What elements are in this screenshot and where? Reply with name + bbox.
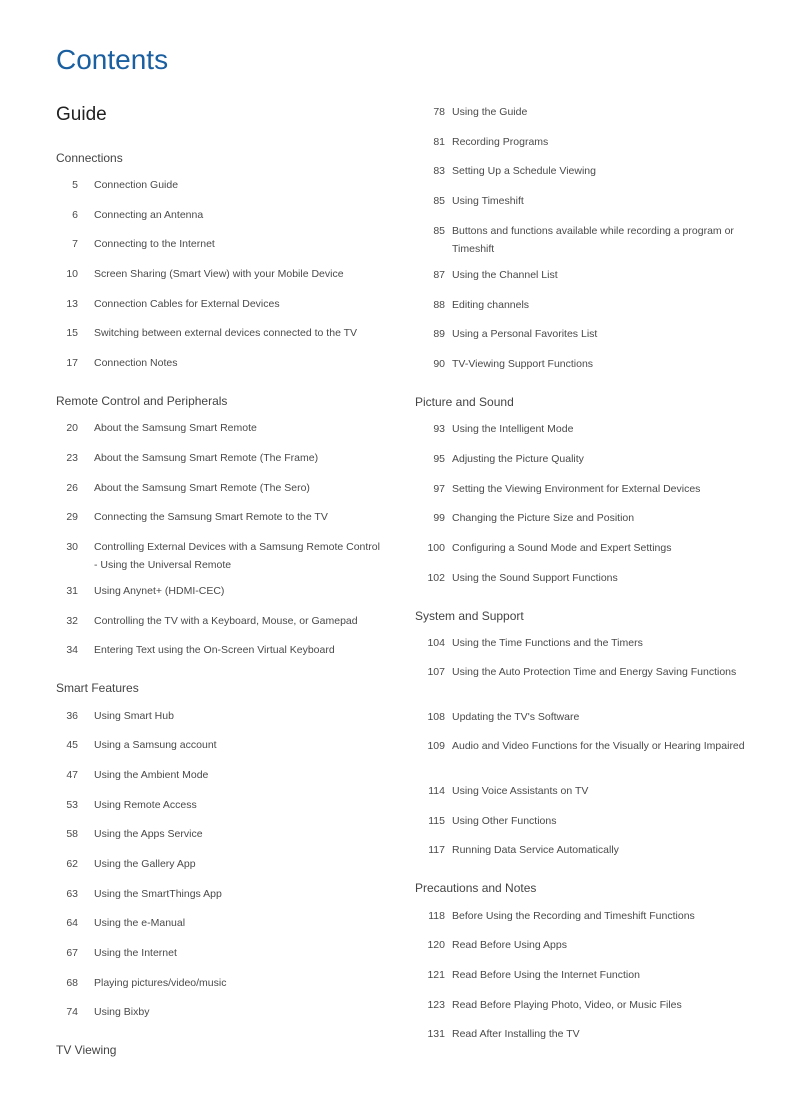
toc-entry-page: 118 bbox=[428, 910, 445, 922]
page-title: Contents bbox=[56, 44, 169, 75]
toc-entry-label: Setting Up a Schedule Viewing bbox=[452, 165, 596, 177]
toc-entry-label: Setting the Viewing Environment for External Devices bbox=[452, 483, 701, 495]
toc-entry-page: 64 bbox=[66, 917, 78, 929]
toc-entry-page: 87 bbox=[433, 269, 445, 281]
toc-entry-page: 34 bbox=[66, 644, 78, 656]
toc-entry-page: 17 bbox=[66, 357, 78, 369]
toc-entry-label: Read Before Using Apps bbox=[452, 939, 567, 951]
toc-entry-label: Entering Text using the On-Screen Virtual Keyboard bbox=[94, 644, 335, 656]
section-heading-precautions: Precautions and Notes bbox=[415, 881, 537, 895]
toc-entry-label: Using the Gallery App bbox=[94, 858, 196, 870]
toc-entry-label: Editing channels bbox=[452, 299, 530, 311]
toc-entry-label: Controlling the TV with a Keyboard, Mouse, or Gamepad bbox=[94, 615, 358, 627]
toc-entry-label: Audio and Video Functions for the Visually or Hearing Impaired bbox=[452, 740, 745, 752]
toc-entry-page: 97 bbox=[433, 483, 445, 495]
toc-entry-page: 53 bbox=[66, 799, 78, 811]
toc-entry-label: Adjusting the Picture Quality bbox=[452, 453, 584, 465]
toc-entry-label: Connecting to the Internet bbox=[94, 238, 215, 250]
toc-entry-label: Controlling External Devices with a Samsung Remote Control - Using the Universal Remote bbox=[94, 541, 380, 571]
toc-entry-page: 74 bbox=[66, 1006, 78, 1018]
section-heading-remote-control: Remote Control and Peripherals bbox=[56, 394, 228, 408]
toc-entry-label: About the Samsung Smart Remote (The Sero) bbox=[94, 482, 310, 494]
toc-entry-page: 90 bbox=[433, 358, 445, 370]
toc-entry-label: Switching between external devices connected to the TV bbox=[94, 327, 358, 339]
toc-entry-page: 121 bbox=[427, 969, 445, 981]
toc-entry-page: 89 bbox=[433, 328, 445, 340]
toc-entry-page: 20 bbox=[66, 422, 78, 434]
toc-entry-label: Using the Apps Service bbox=[94, 828, 203, 840]
toc-entry-page: 85 bbox=[433, 195, 445, 207]
toc-entry-label: Using Smart Hub bbox=[94, 710, 174, 722]
toc-entry-label: Using the Sound Support Functions bbox=[452, 572, 618, 584]
toc-entry-page: 10 bbox=[66, 268, 78, 280]
toc-entry-label: Buttons and functions available while recording a program or Timeshift bbox=[452, 225, 734, 255]
toc-entry-page: 29 bbox=[66, 511, 78, 523]
toc-entry-label: Using Voice Assistants on TV bbox=[452, 785, 589, 797]
toc-entry-page: 15 bbox=[66, 327, 78, 339]
toc-entry-label: Screen Sharing (Smart View) with your Mobile Device bbox=[94, 268, 344, 280]
toc-entry-label: Connection Guide bbox=[94, 179, 179, 191]
toc-entry-label: Read Before Playing Photo, Video, or Music Files bbox=[452, 999, 682, 1011]
toc-entry-page: 100 bbox=[427, 542, 445, 554]
toc-entry-label: Connection Notes bbox=[94, 357, 178, 369]
toc-entry-page: 93 bbox=[433, 423, 445, 435]
toc-entry-page: 5 bbox=[72, 179, 78, 191]
section-heading-tv-viewing: TV Viewing bbox=[56, 1043, 117, 1057]
toc-entry-label: Connecting the Samsung Smart Remote to the TV bbox=[94, 511, 328, 523]
toc-entry-page: 107 bbox=[427, 666, 445, 678]
toc-entry-label: Using the Guide bbox=[452, 106, 528, 118]
section-heading-picture-sound: Picture and Sound bbox=[415, 395, 514, 409]
toc-entry-page: 85 bbox=[433, 225, 445, 237]
toc-entry-page: 114 bbox=[428, 785, 445, 797]
toc-entry-label: Read After Installing the TV bbox=[452, 1028, 580, 1040]
section-heading-smart-features: Smart Features bbox=[56, 681, 139, 695]
toc-entry-label: Using Remote Access bbox=[94, 799, 197, 811]
toc-entry-page: 78 bbox=[433, 106, 445, 118]
toc-entry-page: 7 bbox=[72, 238, 78, 250]
toc-entry-label: Connecting an Antenna bbox=[94, 209, 204, 221]
toc-entry-page: 123 bbox=[427, 999, 445, 1011]
toc-entry-label: Using Anynet+ (HDMI-CEC) bbox=[94, 585, 225, 597]
toc-entry-label: TV-Viewing Support Functions bbox=[452, 358, 594, 370]
toc-entry-label: Using Timeshift bbox=[452, 195, 524, 207]
toc-entry-page: 13 bbox=[66, 298, 78, 310]
toc-entry-label: Running Data Service Automatically bbox=[452, 844, 619, 856]
toc-entry-page: 117 bbox=[428, 844, 445, 856]
toc-entry-page: 31 bbox=[66, 585, 78, 597]
toc-entry-page: 102 bbox=[427, 572, 445, 584]
toc-entry-label: Using a Personal Favorites List bbox=[452, 328, 598, 340]
toc-entry-label: Configuring a Sound Mode and Expert Settings bbox=[452, 542, 672, 554]
toc-entry-page: 81 bbox=[433, 136, 445, 148]
toc-entry-label: Using Other Functions bbox=[452, 815, 557, 827]
guide-heading: Guide bbox=[56, 104, 107, 125]
toc-entry-page: 88 bbox=[433, 299, 445, 311]
toc-entry-label: Using the Ambient Mode bbox=[94, 769, 209, 781]
toc-entry-page: 115 bbox=[428, 815, 445, 827]
toc-entry-page: 26 bbox=[66, 482, 78, 494]
toc-entry-page: 6 bbox=[72, 209, 78, 221]
section-heading-system-support: System and Support bbox=[415, 609, 524, 623]
toc-entry-label: Using the Channel List bbox=[452, 269, 558, 281]
toc-entry-page: 67 bbox=[66, 947, 78, 959]
toc-entry-label: Playing pictures/video/music bbox=[94, 977, 227, 989]
toc-entry-label: Using the Internet bbox=[94, 947, 177, 959]
toc-entry-label: Changing the Picture Size and Position bbox=[452, 512, 635, 524]
toc-entry-page: 104 bbox=[427, 637, 445, 649]
toc-entry-page: 95 bbox=[433, 453, 445, 465]
toc-entry-label: Before Using the Recording and Timeshift Functions bbox=[452, 910, 695, 922]
toc-entry-page: 68 bbox=[66, 977, 78, 989]
toc-entry-label: Read Before Using the Internet Function bbox=[452, 969, 640, 981]
toc-entry-label: Using Bixby bbox=[94, 1006, 150, 1018]
toc-entry-page: 63 bbox=[66, 888, 78, 900]
toc-entry-page: 131 bbox=[427, 1028, 445, 1040]
toc-entry-page: 62 bbox=[66, 858, 78, 870]
toc-entry-page: 45 bbox=[66, 739, 78, 751]
toc-entry-label: About the Samsung Smart Remote (The Frame) bbox=[94, 452, 319, 464]
toc-entry-page: 83 bbox=[433, 165, 445, 177]
toc-entry-page: 47 bbox=[66, 769, 78, 781]
toc-entry-page: 108 bbox=[427, 711, 445, 723]
toc-entry-page: 120 bbox=[427, 939, 445, 951]
toc-entry-label: Connection Cables for External Devices bbox=[94, 298, 280, 310]
section-heading-connections: Connections bbox=[56, 151, 123, 165]
toc-entry-label: Using the SmartThings App bbox=[94, 888, 222, 900]
toc-entry-label: Using the Auto Protection Time and Energy Saving Functions bbox=[452, 666, 737, 678]
toc-entry-label: Using the Intelligent Mode bbox=[452, 423, 574, 435]
toc-entry-page: 30 bbox=[66, 541, 78, 553]
toc-entry-label: Using the Time Functions and the Timers bbox=[452, 637, 643, 649]
toc-entry-page: 109 bbox=[427, 740, 445, 752]
toc-entry-page: 36 bbox=[66, 710, 78, 722]
toc-entry-label: Recording Programs bbox=[452, 136, 549, 148]
toc-entry-label: Using the e-Manual bbox=[94, 917, 186, 929]
toc-entry-page: 32 bbox=[66, 615, 78, 627]
toc-entry-page: 23 bbox=[66, 452, 78, 464]
toc-entry-label: Updating the TV's Software bbox=[452, 711, 580, 723]
toc-entry-page: 99 bbox=[433, 512, 445, 524]
toc-entry-label: About the Samsung Smart Remote bbox=[94, 422, 257, 434]
toc-entry-page: 58 bbox=[66, 828, 78, 840]
toc-entry-label: Using a Samsung account bbox=[94, 739, 217, 751]
